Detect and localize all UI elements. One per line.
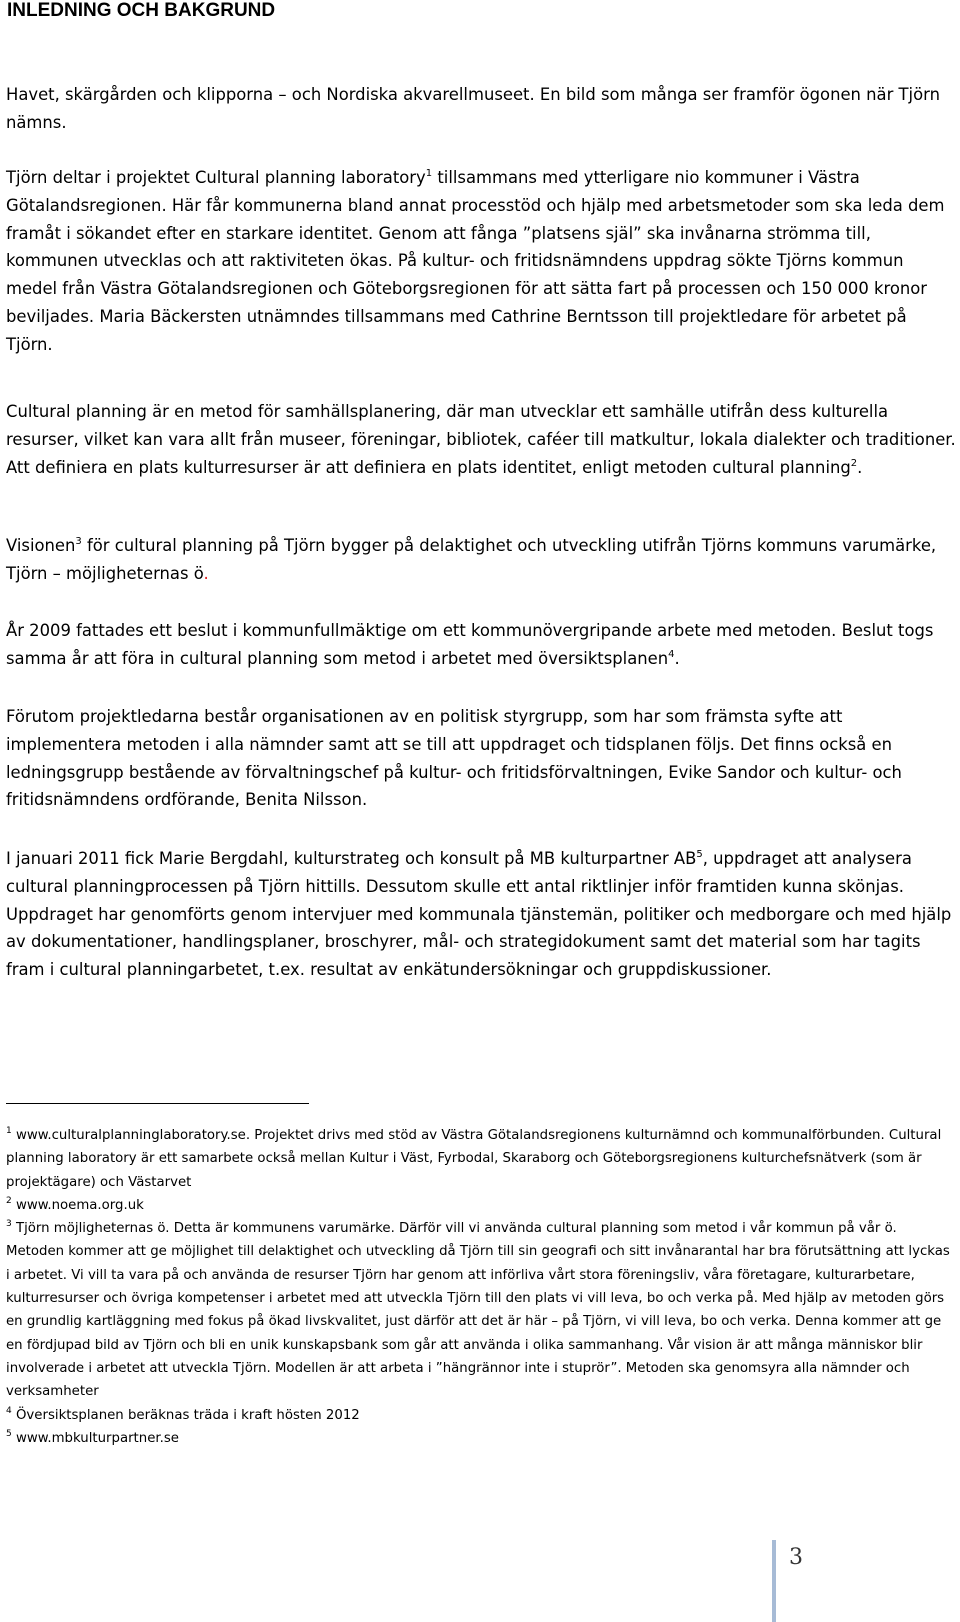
footnote-divider	[6, 1103, 309, 1104]
paragraph-text: tillsammans med ytterligare nio kommuner i Västra Götalandsregionen. Här får kommunerna bland annat processtöd och hjälp med arbetsmetoder som ska leda dem framåt i sökandet efter en starkare identitet. Genom att fånga ”platsens själ” ska invånarna strömma till, kommunen utvecklas och att raktiviteten ökas. På kultur- och fritidsnämndens uppdrag sökte Tjörns kommun medel från Västra Götalandsregionen och Göteborgsregionen för att sätta fart på processen och 150 000 kronor beviljades. Maria Bäckersten utnämndes tillsammans med Cathrine Berntsson till projektledare för arbetet på Tjörn.	[6, 168, 945, 354]
footnote-number: 3	[6, 1219, 12, 1230]
footnote-number: 1	[6, 1126, 12, 1136]
footnote-text: www.mbkulturpartner.se	[11, 1430, 179, 1446]
footnote-text: Tjörn möjligheternas ö. Detta är kommunens varumärke. Därför vill vi använda cultural planning som metod i vår kommun på vår ö. Metoden kommer att ge möjlighet till delaktighet och utveckling då Tjörn till sin geografi och sitt invånarantal har bra förutsättning att lyckas i arbetet. Vi vill ta vara på och använda de resurser Tjörn har genom att införliva vårt stora föreningsliv, våra företagare, kulturarbetare, kulturresurser och övriga kompetenser i arbetet med att utveckla Tjörn till den plats vi vill leva, bo och verka på. Med hjälp av metoden görs en grundlig kartläggning med fokus på ökad livskvalitet, just därför att det är här – på Tjörn, vi vill leva, bo och verka. Denna kommer att ge en fördjupad bild av Tjörn och bli en unik kunskapsbank som går att använda i olika sammanhang. Vår vision är att många människor blir involverade i arbetet att utveckla Tjörn. Modellen är att arbeta i ”hängrännor inte i stuprör”. Metoden ska genomsyra alla nämnder och verksamheter	[6, 1221, 950, 1400]
paragraph-text: Visionen	[6, 536, 76, 555]
paragraph-method	[6, 398, 956, 481]
footnote-item	[6, 1194, 956, 1217]
footnote-text: www.noema.org.uk	[11, 1197, 144, 1213]
paragraph-text: Havet, skärgården och klipporna – och Nordiska akvarellmuseet. En bild som många ser framför ögonen när Tjörn nämns.	[6, 85, 940, 132]
footnote-text: Översiktsplanen beräknas träda i kraft hösten 2012	[11, 1407, 360, 1423]
footnote-number: 2	[6, 1195, 12, 1206]
highlighted-period: .	[203, 563, 209, 583]
footnote-item	[6, 1217, 956, 1403]
paragraph-text: Tjörn deltar i projektet Cultural planning laboratory	[6, 168, 426, 187]
paragraph-text: .	[857, 457, 863, 477]
footnote-ref: 4	[668, 648, 675, 660]
paragraph-text: I januari 2011 fick Marie Bergdahl, kulturstrateg och konsult på MB kulturpartner AB	[6, 849, 697, 868]
page-number-accent-bar	[772, 1540, 776, 1622]
paragraph-intro	[6, 81, 956, 137]
paragraph-organisation	[6, 703, 956, 814]
paragraph-vision	[6, 532, 956, 588]
paragraph-decision	[6, 617, 956, 673]
page-number: 3	[789, 1545, 803, 1570]
footnote-number: 5	[6, 1428, 12, 1439]
footnotes	[6, 1124, 956, 1450]
footnote-item	[6, 1404, 956, 1427]
paragraph-text: .	[674, 648, 680, 668]
footnote-ref: 5	[696, 849, 703, 860]
footnote-item	[6, 1427, 956, 1450]
paragraph-text: , uppdraget att analysera cultural planningprocessen på Tjörn hittills. Dessutom skulle ett antal riktlinjer inför framtiden kunna skönjas. Uppdraget har genomförts genom intervjuer med kommunala tjänstemän, politiker och medborgare och med hjälp av dokumentationer, handlingsplaner, broschyrer, mål- och strategidokument samt det material som har tagits fram i cultural planningarbetet, t.ex. resultat av enkätundersökningar och gruppdiskussioner.	[6, 849, 952, 980]
footnote-text: www.culturalplanninglaboratory.se. Projektet drivs med stöd av Västra Götalandsregionens kulturnämnd och kommunalförbunden. Cultural planning laboratory är ett samarbete också mellan Kultur i Väst, Fyrbodal, Skaraborg och Göteborgsregionens kulturchefsnätverk (som är projektägare) och Västarvet	[6, 1128, 942, 1190]
footnote-number: 4	[6, 1405, 12, 1416]
paragraph-text: Förutom projektledarna består organisationen av en politisk styrgrupp, som har som främsta syfte att implementera metoden i alla nämnder samt att se till att uppdraget och tidsplanen följs. Det finns också en ledningsgrupp bestående av förvaltningschef på kultur- och fritidsförvaltningen, Evike Sandor och kultur- och fritidsnämndens ordförande, Benita Nilsson.	[6, 707, 902, 810]
section-heading: INLEDNING OCH BAKGRUND	[7, 0, 276, 21]
footnote-ref: 1	[425, 168, 433, 179]
footnote-ref: 3	[75, 536, 82, 547]
paragraph-text: År 2009 fattades ett beslut i kommunfullmäktige om ett kommunövergripande arbete med metoden. Beslut togs samma år att föra in cultural planning som metod i arbetet med översiktsplanen	[6, 621, 934, 668]
paragraph-assignment	[6, 845, 956, 984]
paragraph-text: för cultural planning på Tjörn bygger på delaktighet och utveckling utifrån Tjörns kommuns varumärke, Tjörn – möjligheternas ö	[6, 536, 937, 583]
footnote-item	[6, 1124, 956, 1194]
paragraph-project	[6, 164, 956, 359]
footnote-ref: 2	[850, 457, 858, 469]
paragraph-text: Cultural planning är en metod för samhällsplanering, där man utvecklar ett samhälle utifrån dess kulturella resurser, vilket kan vara allt från museer, föreningar, bibliotek, caféer till matkultur, lokala dialekter och traditioner. Att definiera en plats kulturresurser är att definiera en plats identitet, enligt metoden cultural planning	[6, 402, 956, 477]
